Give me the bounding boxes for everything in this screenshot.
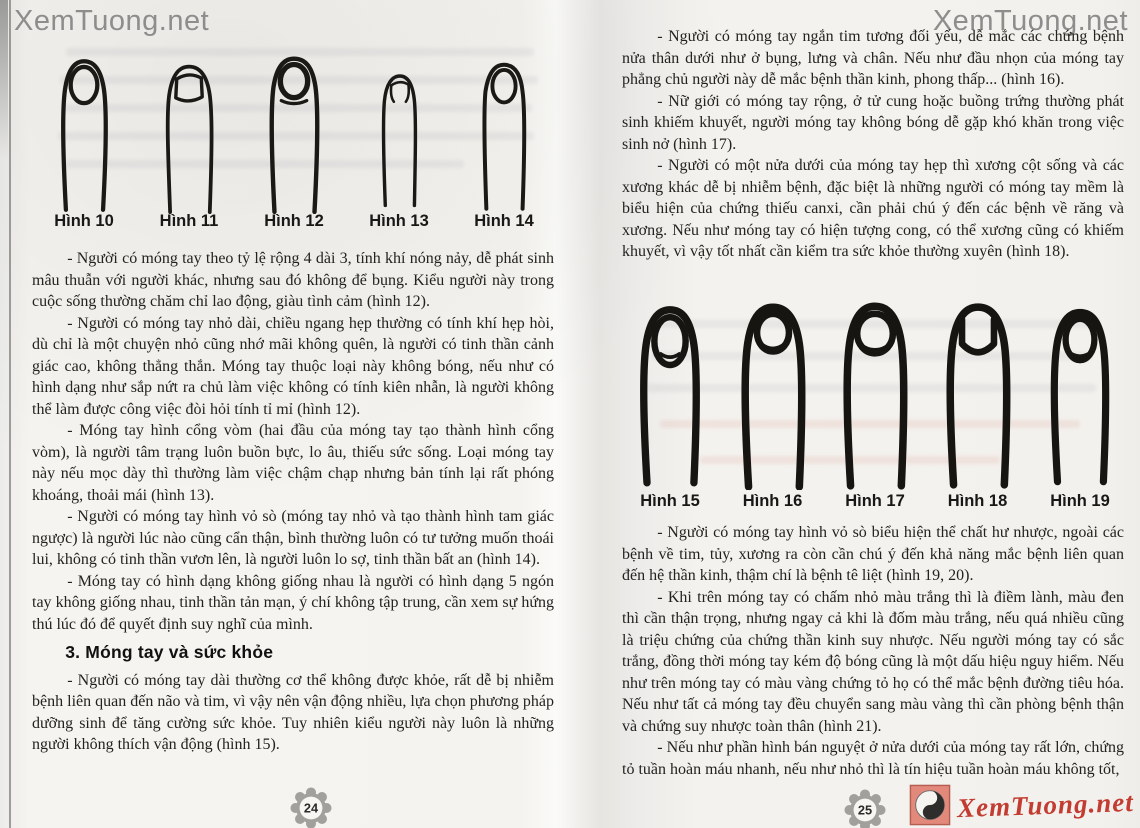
left-page (28, 0, 556, 828)
figure-label: Hình 12 (264, 212, 324, 230)
finger-figure-hinh-10 (36, 38, 132, 214)
finger-drawing-icon (44, 38, 124, 214)
finger-drawing-icon (828, 288, 922, 490)
figure-label: Hình 19 (1050, 492, 1110, 510)
figure-label: Hình 11 (159, 212, 219, 230)
body-paragraph: - Khi trên móng tay có chấm nhỏ màu trắng thì là điềm lành, màu đen thì cần thận trọng, nhưng ngay cả khi là đốm màu trắng, nếu quá nhiều cũng là triệu chứng của chứng thần kinh suy nhược. Nếu người móng tay có sắc trắng, đồng thời móng tay kém độ bóng cũng là một dấu hiệu nguy hiểm. Nếu như trên móng tay có màu vàng chứng tỏ họ có thể mắc bệnh đường tiêu hóa. Nếu như tất cả móng tay đều chuyển sang màu vàng thì cần phòng bệnh thận và chứng suy nhược toàn thân (hình 21). (622, 588, 1124, 735)
finger-figure-hinh-18 (930, 286, 1026, 490)
gear-badge-icon (290, 787, 332, 828)
finger-figure-hinh-17 (827, 288, 923, 490)
body-paragraph: - Người có móng tay nhỏ dài, chiều ngang hẹp thường có tính khí hẹp hòi, dù chỉ là một chuyện nhỏ cũng nhớ mãi không quên, là người có tinh thần cảnh giác cao, không thẳng thắn. Móng tay thuộc loại này không bóng, nếu như có hình dạng như sắp nứt ra chủ làm việc không có tính kiên nhẫn, là người không thể làm được công việc đòi hỏi tính tỉ mỉ (hình 12). (32, 314, 554, 418)
body-paragraph: - Nữ giới có móng tay rộng, ở tử cung hoặc buồng trứng thường phát sinh khiếm khuyết, người móng tay không bóng dễ gặp khó khăn trong việc sinh nở (hình 17). (622, 92, 1124, 153)
left-page-body (32, 248, 554, 756)
finger-drawing-icon (931, 286, 1025, 490)
right-page (612, 0, 1132, 828)
finger-figure-hinh-12 (246, 38, 342, 214)
page-number-badge-24 (290, 787, 332, 828)
finger-drawing-icon (465, 40, 543, 214)
body-paragraph: - Người có móng tay hình vỏ sò biểu hiện thể chất hư nhược, ngoài các bệnh về tim, tủy, xương ra còn cần chú ý đến khả năng mắc bệnh liên quan đến hệ thần kinh, thậm chí là bệnh tê liệt (hình 19, 20). (622, 524, 1124, 584)
body-paragraph: - Người có móng tay dài thường cơ thể không được khỏe, rất dễ bị nhiễm bệnh liên quan đến não và tim, vì vậy nên vận động nhiều, lựa chọn phương pháp dưỡng sinh để tăng cường sức khỏe. Tuy nhiên kiểu người này luôn là những người không thích vận động (hình 15). (32, 671, 554, 753)
body-paragraph: - Người có móng tay hình vỏ sò (móng tay nhỏ và tạo thành hình tam giác ngược) là người lúc nào cũng cẩn thận, bình thường luôn có tư tưởng muốn thoái lui, không có tinh thần vươn lên, là người luôn lo sợ, tinh thần bất an (hình 14). (32, 508, 554, 568)
body-paragraph: - Nếu như phần hình bán nguyệt ở nửa dưới của móng tay rất lớn, chứng tỏ tuần hoàn máu nhanh, nếu như nhỏ thì là tín hiệu tuần hoàn máu không tốt, (622, 739, 1124, 778)
site-logo (909, 784, 1134, 826)
site-logo-text: XemTuong.net (956, 786, 1135, 823)
figure-label: Hình 16 (742, 492, 803, 510)
finger-figure-hinh-13 (351, 46, 447, 214)
figure-label: Hình 15 (640, 492, 700, 510)
right-page-body-bottom (622, 522, 1124, 780)
figure-label: Hình 14 (474, 212, 534, 230)
finger-drawing-icon (1035, 288, 1125, 490)
finger-figure-hinh-11 (141, 44, 237, 214)
page-number-badge-25 (844, 789, 886, 828)
figure-label: Hình 17 (845, 492, 905, 510)
finger-drawing-icon (149, 44, 229, 214)
page-edge-line (9, 0, 11, 828)
right-page-body-top (622, 26, 1124, 263)
figure-label: Hình 10 (54, 212, 114, 230)
finger-figure-hinh-15 (622, 286, 718, 490)
finger-drawing-icon (253, 38, 335, 214)
page-number: 25 (857, 802, 873, 818)
figure-label: Hình 13 (369, 212, 429, 230)
scan-corner-shadow (0, 0, 8, 160)
body-paragraph: - Móng tay hình cổng vòm (hai đầu của móng tay tạo thành hình cổng vòm), là người tâm trạng luôn buồn bực, lo âu, thiếu sức sống. Loại móng tay này nếu mọc dày thì thường làm việc chậm chạp nhưng bản tính lại rất phóng khoáng, thoải mái (hình 13). (32, 422, 554, 504)
watermark-top-left: XemTuong.net (14, 5, 210, 37)
body-paragraph: - Móng tay có hình dạng không giống nhau là người có hình dạng 5 ngón tay không giống nhau, tinh thần tản mạn, ý chí không tập trung, cần xem sự hứng thú lúc đó để quyết định suy nghĩ của mình. (32, 572, 554, 633)
body-paragraph: - Người có móng tay ngắn tim tương đối yếu, dễ mắc các chứng bệnh nửa thân dưới như ở bụng, lưng và chân. Nếu như đầu nhọn của móng tay phẳng chủ người này dễ mắc bệnh thần kinh, phong thấp... (hình 16). (622, 28, 1124, 88)
figure-labels-15-19 (622, 492, 1128, 511)
figure-row-nail-shapes-15-19 (622, 284, 1128, 490)
body-paragraph: - Người có một nửa dưới của móng tay hẹp thì xương cột sống và các xương khác dễ bị nhiễm bệnh, đặc biệt là những người có móng tay mềm là biểu hiện của chứng thiếu canxi, cần phải chú ý đến các bệnh về răng và xương. Nếu như móng tay có hiện tượng cong, có thể xương cũng có khiếm khuyết, vì vậy tốt nhất cần kiểm tra sức khỏe thường xuyên (hình 18). (622, 157, 1124, 260)
page-number: 24 (303, 800, 319, 816)
finger-drawing-icon (726, 290, 820, 490)
finger-figure-hinh-19 (1032, 288, 1128, 490)
finger-drawing-icon (363, 46, 435, 214)
gear-badge-icon (844, 789, 886, 828)
body-paragraph: - Người có móng tay theo tỷ lệ rộng 4 dài 3, tính khí nóng nảy, dễ phát sinh mâu thuẫn với người khác, nhưng sau đó không để bụng. Kiểu người này trong cuộc sống thường chăm chỉ lao động, giàu tình cảm (hình 12). (32, 250, 554, 310)
figure-row-nail-shapes-10-14 (36, 34, 552, 214)
yin-yang-icon (909, 784, 951, 826)
figure-label: Hình 18 (947, 492, 1008, 510)
section-heading: 3. Móng tay và sức khỏe (65, 642, 274, 662)
finger-drawing-icon (624, 286, 716, 490)
figure-labels-10-14 (36, 212, 552, 231)
finger-figure-hinh-16 (725, 290, 821, 490)
finger-figure-hinh-14 (456, 40, 552, 214)
watermark-top-right: XemTuong.net (932, 5, 1128, 37)
